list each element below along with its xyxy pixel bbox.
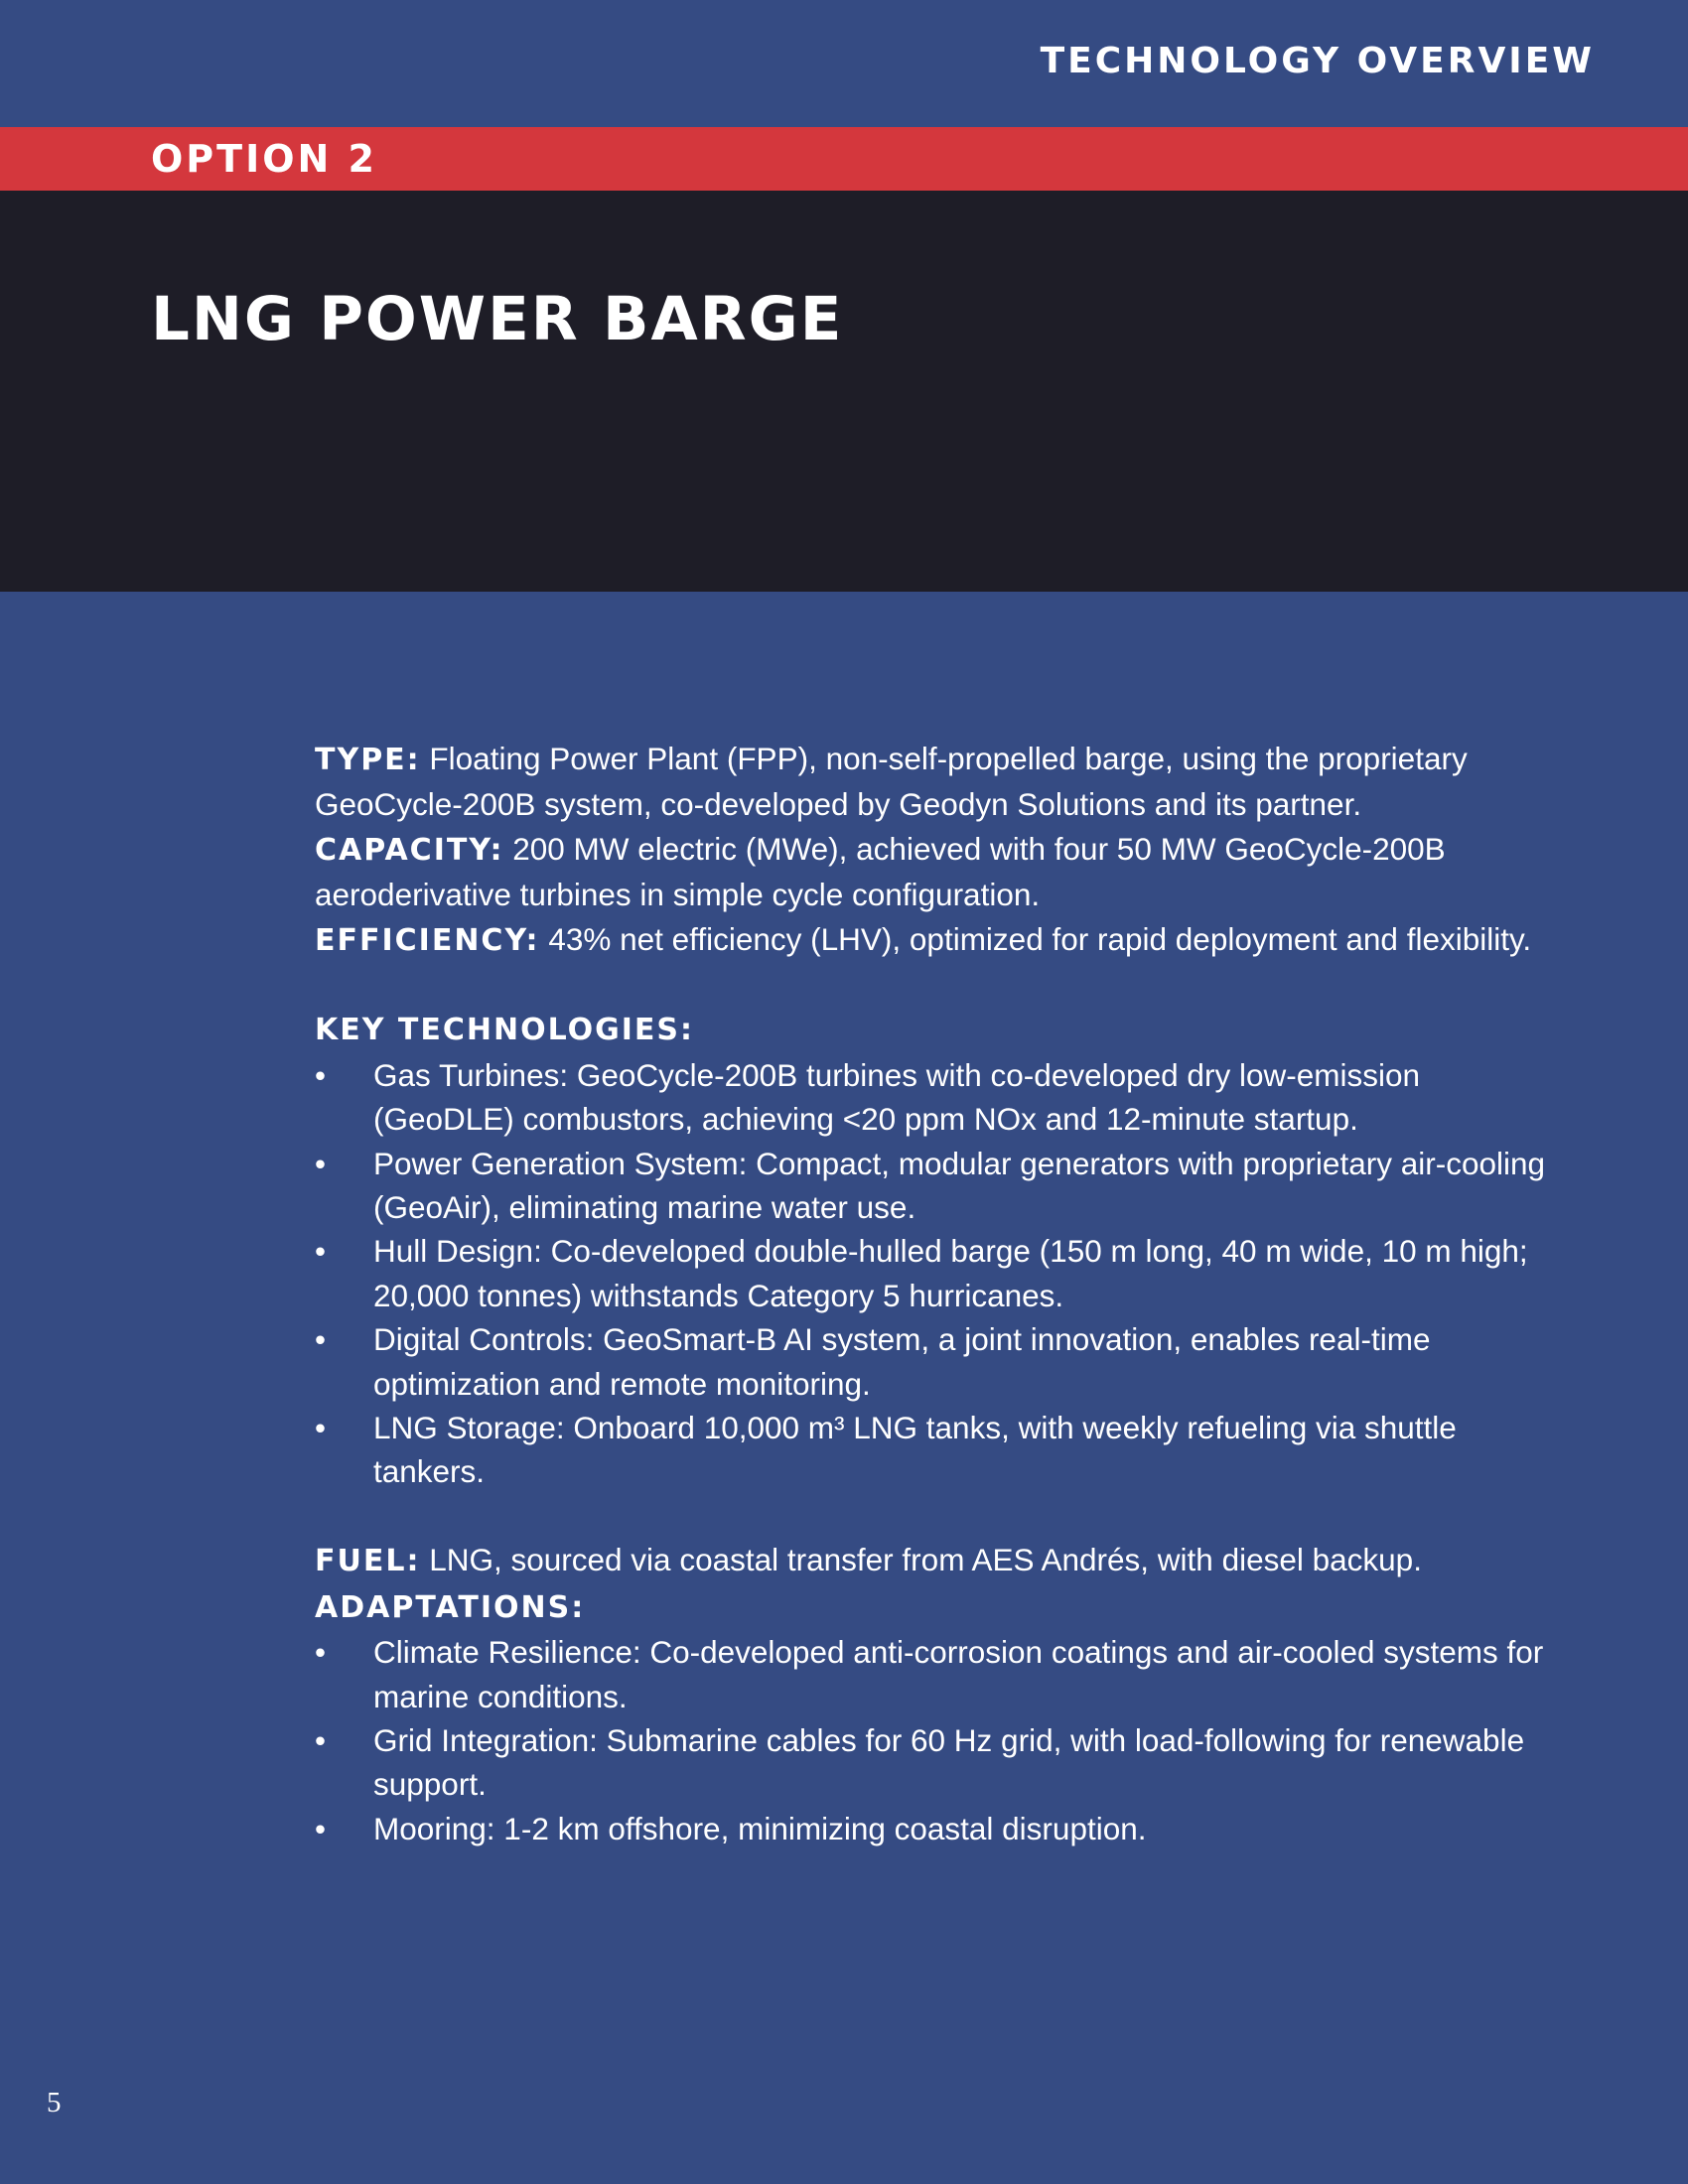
content-body [315, 737, 1566, 1850]
spec-capacity-label: CAPACITY: [315, 832, 504, 868]
option-label: OPTION 2 [151, 137, 377, 181]
key-technologies-heading [315, 1007, 1566, 1052]
page-title: LNG POWER BARGE [151, 284, 844, 354]
spec-capacity [315, 827, 1566, 917]
list-item [315, 1142, 1566, 1230]
adaptations-heading [315, 1584, 1566, 1630]
list-item [315, 1630, 1566, 1718]
list-item [315, 1406, 1566, 1494]
list-item [315, 1807, 1566, 1850]
adaptations-heading-label: ADAPTATIONS: [315, 1589, 586, 1625]
key-technologies-list [315, 1053, 1566, 1494]
spec-type [315, 737, 1566, 827]
bullet-icon: • [315, 1410, 327, 1446]
option-banner [0, 127, 1688, 191]
list-item-text: Power Generation System: Compact, modular generators with proprietary air-cooling (GeoAir), eliminating marine water use. [373, 1145, 1546, 1226]
list-item-text: Hull Design: Co-developed double-hulled barge (150 m long, 40 m wide, 10 m high; 20,000 tonnes) withstands Category 5 hurricanes. [373, 1233, 1528, 1313]
list-item-text: Gas Turbines: GeoCycle-200B turbines with co-developed dry low-emission (GeoDLE) combustors, achieving <20 ppm NOx and 12-minute startup. [373, 1056, 1420, 1138]
bullet-icon: • [315, 1721, 327, 1758]
spacer [315, 1494, 1566, 1538]
spec-efficiency [315, 917, 1566, 963]
list-item-text: Digital Controls: GeoSmart-B AI system, a joint innovation, enables real-time optimization and remote monitoring. [373, 1321, 1431, 1402]
bullet-icon: • [315, 1810, 327, 1846]
bullet-icon: • [315, 1056, 327, 1093]
list-item-text: Mooring: 1-2 km offshore, minimizing coastal disruption. [373, 1810, 1147, 1846]
section-header: TECHNOLOGY OVERVIEW [1040, 41, 1595, 81]
spacer [315, 963, 1566, 1007]
spec-type-text: Floating Power Plant (FPP), non-self-propelled barge, using the proprietary GeoCycle-200B system, co-developed by Geodyn Solutions and its partner. [315, 741, 1468, 823]
list-item [315, 1317, 1566, 1406]
bullet-icon: • [315, 1233, 327, 1270]
bullet-icon: • [315, 1145, 327, 1181]
fuel-text: LNG, sourced via coastal transfer from AES Andrés, with diesel backup. [420, 1542, 1422, 1578]
list-item [315, 1718, 1566, 1807]
adaptations-list [315, 1630, 1566, 1850]
list-item [315, 1229, 1566, 1317]
spec-type-label: TYPE: [315, 743, 421, 777]
list-item [315, 1053, 1566, 1142]
list-item-text: Climate Resilience: Co-developed anti-corrosion coatings and air-cooled systems for marine conditions. [373, 1634, 1544, 1714]
spec-efficiency-label: EFFICIENCY: [315, 922, 540, 958]
key-technologies-heading-label: KEY TECHNOLOGIES: [315, 1013, 695, 1048]
title-band [0, 191, 1688, 592]
list-item-text: LNG Storage: Onboard 10,000 m³ LNG tanks, with weekly refueling via shuttle tankers. [373, 1410, 1457, 1490]
bullet-icon: • [315, 1321, 327, 1358]
bullet-icon: • [315, 1634, 327, 1671]
page-number: 5 [47, 2087, 62, 2118]
spec-efficiency-text: 43% net efficiency (LHV), optimized for rapid deployment and flexibility. [539, 920, 1532, 957]
fuel-label: FUEL: [315, 1544, 421, 1579]
fuel-spec [315, 1538, 1566, 1583]
spec-capacity-text: 200 MW electric (MWe), achieved with four 50 MW GeoCycle-200B aeroderivative turbines in simple cycle configuration. [315, 830, 1446, 913]
list-item-text: Grid Integration: Submarine cables for 60 Hz grid, with load-following for renewable support. [373, 1721, 1525, 1803]
